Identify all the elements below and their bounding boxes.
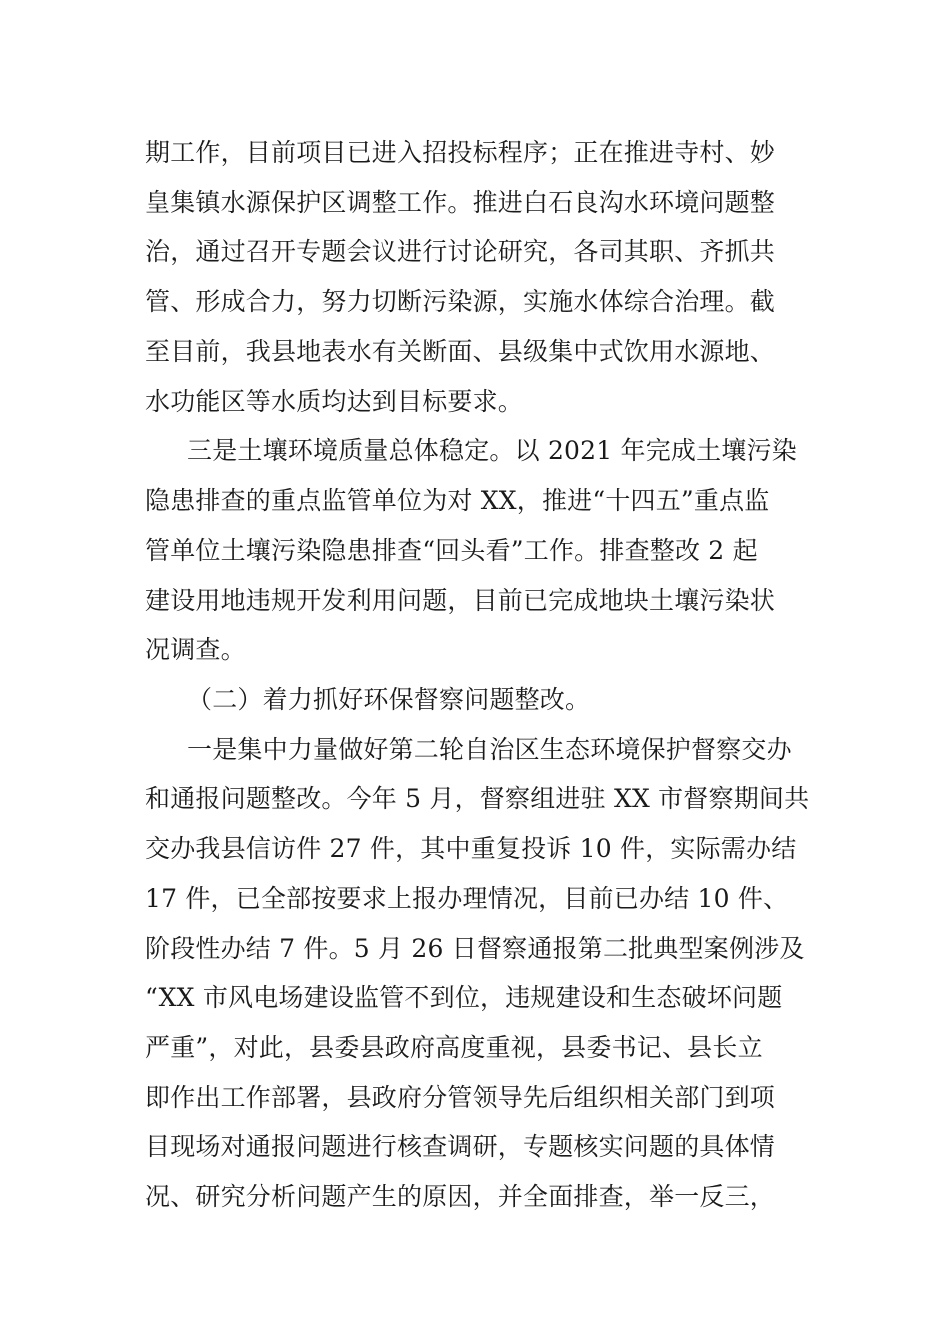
text-line: 期工作，目前项目已进入招投标程序；正在推进寺村、妙 <box>145 138 776 167</box>
text-line: 皇集镇水源保护区调整工作。推进白石良沟水环境问题整 <box>145 188 776 217</box>
text-line: 严重”，对此，县委县政府高度重视，县委书记、县长立 <box>145 1033 763 1062</box>
text-line: 隐患排查的重点监管单位为对 XX，推进“十四五”重点监 <box>145 486 770 515</box>
paragraph-start-line: 一是集中力量做好第二轮自治区生态环境保护督察交办 <box>187 735 792 764</box>
text-line: 管单位土壤污染隐患排查“回头看”工作。排查整改 2 起 <box>145 536 758 565</box>
text-line: 交办我县信访件 27 件，其中重复投诉 10 件，实际需办结 <box>145 834 797 863</box>
text-line: 治，通过召开专题会议进行讨论研究，各司其职、齐抓共 <box>145 237 776 266</box>
text-line: 和通报问题整改。今年 5 月，督察组进驻 XX 市督察期间共 <box>145 784 810 813</box>
paragraph-start-line: 三是土壤环境质量总体稳定。以 2021 年完成土壤污染 <box>187 436 797 465</box>
text-line: 目现场对通报问题进行核查调研，专题核实问题的具体情 <box>145 1132 776 1161</box>
text-line: 况、研究分析问题产生的原因，并全面排查，举一反三， <box>145 1182 776 1211</box>
section-heading: （二）着力抓好环保督察问题整改。 <box>187 685 591 714</box>
text-line: 水功能区等水质均达到目标要求。 <box>145 387 524 416</box>
text-line: 阶段性办结 7 件。5 月 26 日督察通报第二批典型案例涉及 <box>145 934 805 963</box>
text-line: 至目前，我县地表水有关断面、县级集中式饮用水源地、 <box>145 337 776 366</box>
text-line: 17 件，已全部按要求上报办理情况，目前已办结 10 件、 <box>145 884 789 913</box>
text-line: 管、形成合力，努力切断污染源，实施水体综合治理。截 <box>145 287 776 316</box>
text-line: 即作出工作部署，县政府分管领导先后组织相关部门到项 <box>145 1083 776 1112</box>
text-line: 况调查。 <box>145 635 246 664</box>
text-line: “XX 市风电场建设监管不到位，违规建设和生态破坏问题 <box>145 983 783 1012</box>
text-line: 建设用地违规开发利用问题，目前已完成地块土壤污染状 <box>145 586 776 615</box>
